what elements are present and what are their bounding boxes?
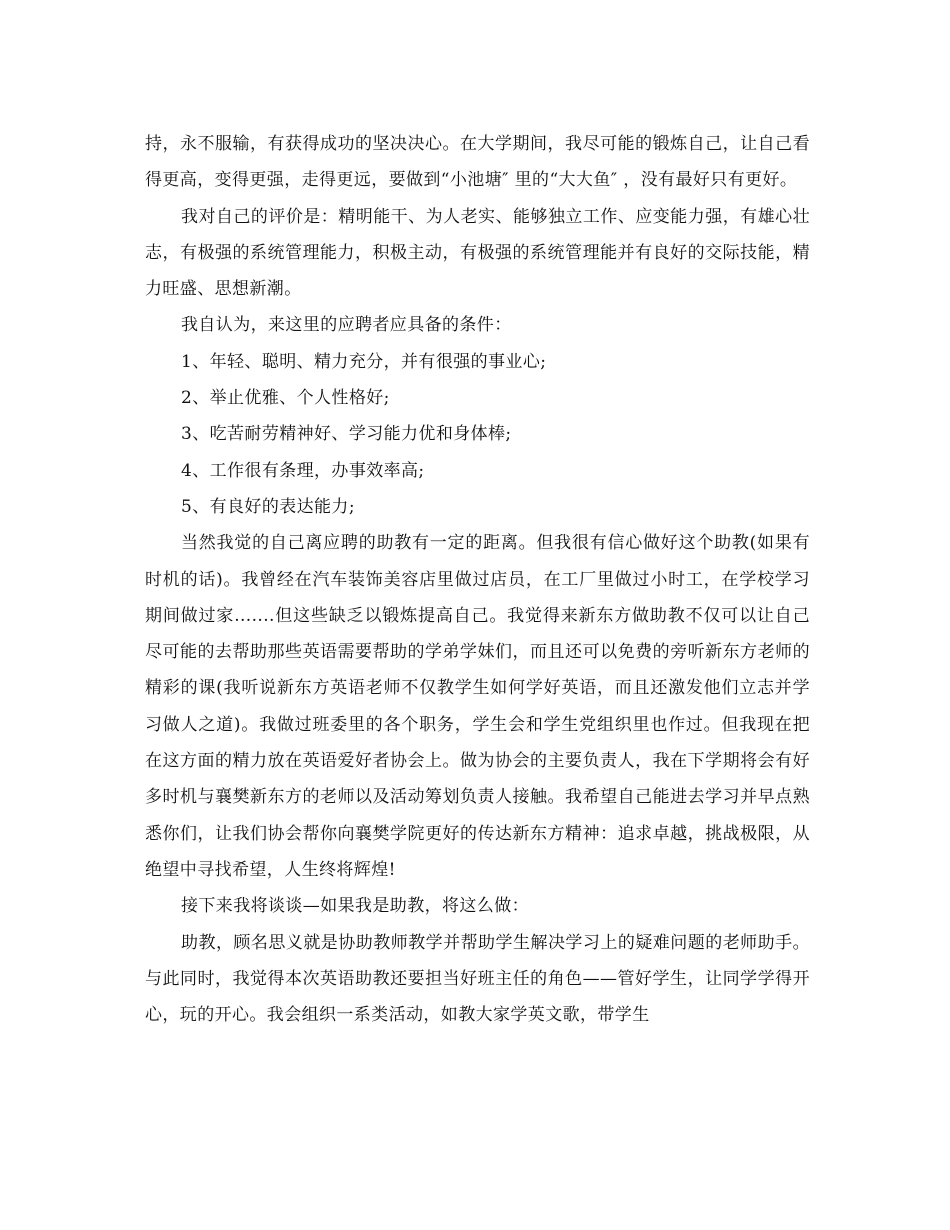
list-item-condition-1: 1、年轻、聪明、精力充分，并有很强的事业心; (181, 351, 547, 372)
paragraph-assistant-role: 助教，顾名思义就是协助教师教学并帮助学生解决学习上的疑难问题的老师助手。与此同时，我觉得本次英语助教还要担当好班主任的角色——管好学生，让同学学得开心，玩的开心。我会组织一系类活动，如教大家学英文歌，带学生 (145, 932, 810, 1026)
paragraph-continuation: 持，永不服输，有获得成功的坚决决心。在大学期间，我尽可能的锻炼自己，让自己看得更高，变得更强，走得更远，要做到“小池塘″ 里的“大大鱼″ ，没有最好只有更好。 (145, 134, 810, 191)
paragraph-plan-intro: 接下来我将谈谈—如果我是助教，将这么做： (181, 896, 529, 917)
paragraph-conditions-intro: 我自认为，来这里的应聘者应具备的条件： (181, 315, 512, 336)
paragraph-self-evaluation: 我对自己的评价是：精明能干、为人老实、能够独立工作、应变能力强，有雄心壮志，有极强的系统管理能力，积极主动，有极强的系统管理能并有良好的交际技能，精力旺盛、思想新潮。 (145, 206, 810, 300)
list-item-condition-5: 5、有良好的表达能力; (181, 496, 355, 517)
document-body (145, 126, 810, 1033)
list-item-condition-4: 4、工作很有条理，办事效率高; (181, 460, 425, 481)
list-item-condition-3: 3、吃苦耐劳精神好、学习能力优和身体棒; (181, 424, 512, 445)
list-item-condition-2: 2、举止优雅、个人性格好; (181, 388, 390, 409)
paragraph-experience: 当然我觉的自己离应聘的助教有一定的距离。但我很有信心做好这个助教(如果有时机的话)。我曾经在汽车装饰美容店里做过店员，在工厂里做过小时工，在学校学习期间做过家.......但这些缺乏以锻炼提高自己。我觉得来新东方做助教不仅可以让自己尽可能的去帮助那些英语需要帮助的学弟学妹们，而且还可以免费的旁听新东方老师的精彩的课(我听说新东方英语老师不仅教学生如何学好英语，而且还激发他们立志并学习做人之道)。我做过班委里的各个职务，学生会和学生党组织里也作过。但我现在把在这方面的精力放在英语爱好者协会上。做为协会的主要负责人，我在下学期将会有好多时机与襄樊新东方的老师以及活动筹划负责人接触。我希望自己能进去学习并早点熟悉你们，让我们协会帮你向襄樊学院更好的传达新东方精神：追求卓越，挑战极限，从绝望中寻找希望，人生终将辉煌! (145, 533, 810, 880)
